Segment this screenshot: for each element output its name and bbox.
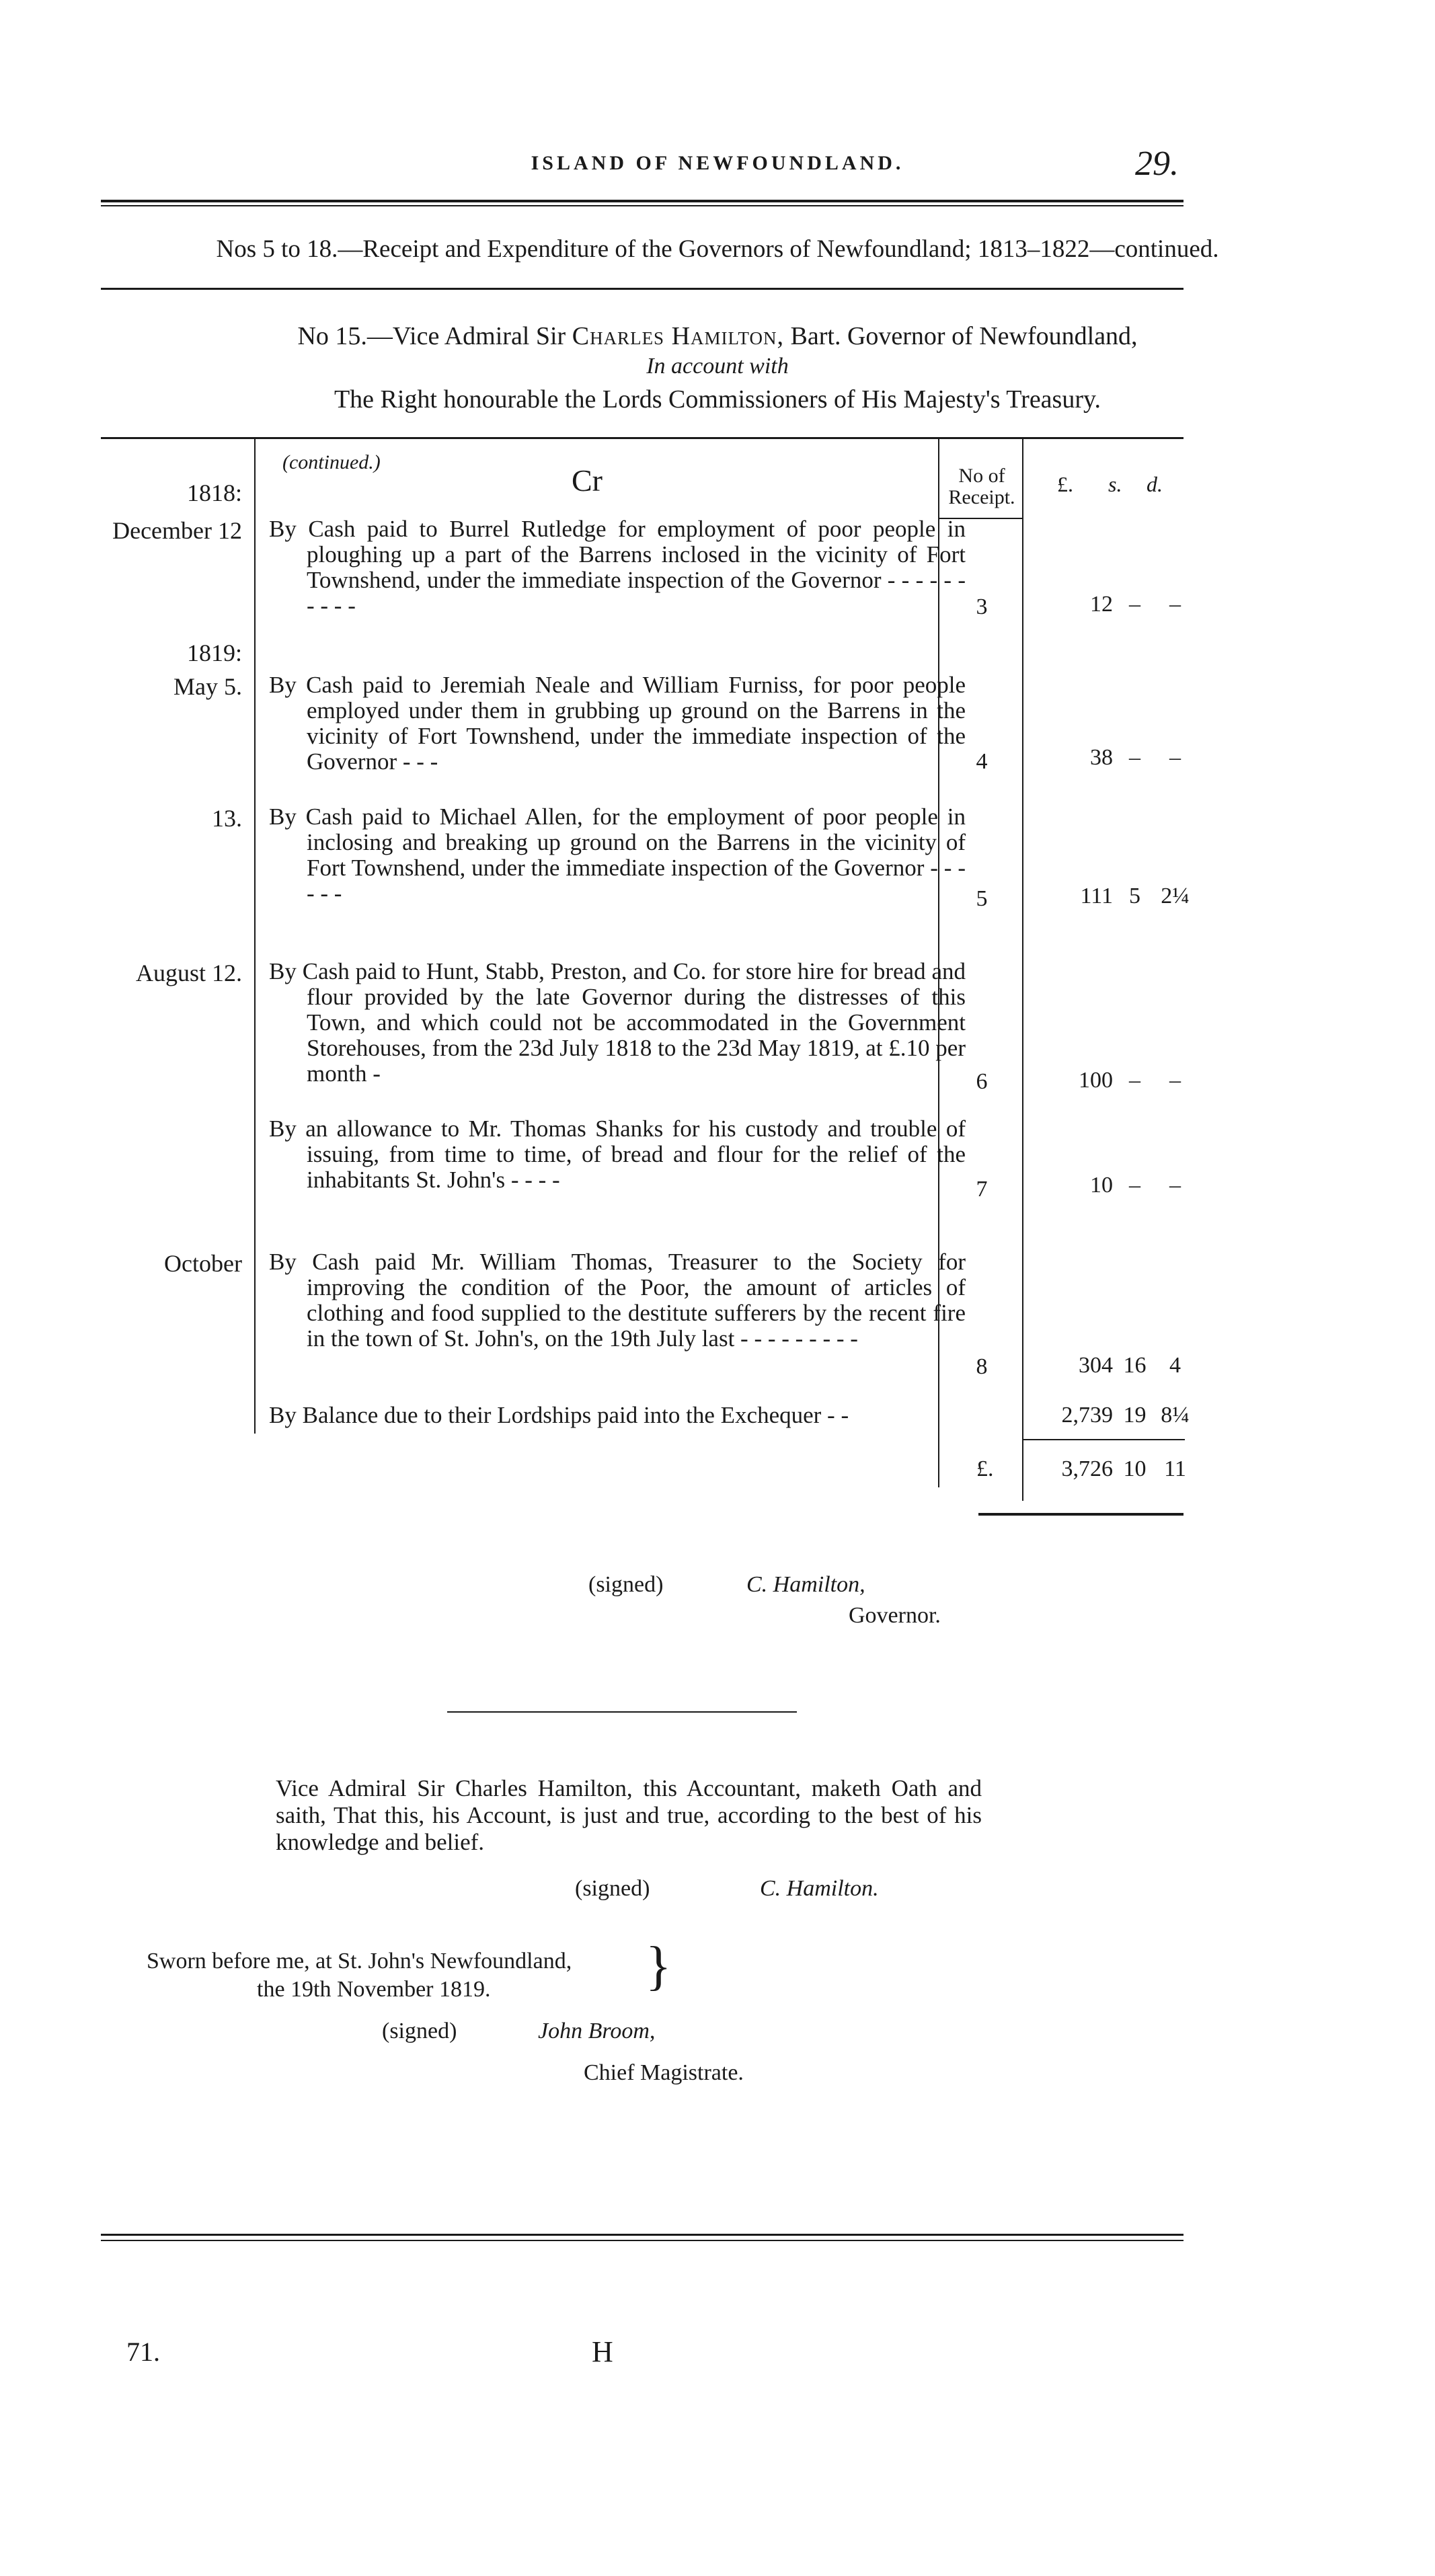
row-pounds: 12: [1090, 592, 1113, 617]
magistrate-title: Chief Magistrate.: [584, 2060, 744, 2085]
signature-mark: H: [592, 2335, 613, 2368]
balance-pence: 8¼: [1161, 1403, 1190, 1428]
row-receipt: 3: [976, 594, 988, 619]
row-entry-text: By Cash paid Mr. William Thomas, Treasurer to the Society for improving the condition of the Poor, the amount of articles of clothing and food supplied to the destitute sufferers by the recent fire in the town of St. John's, on the 19th July last - - - - - - - - -: [269, 1249, 966, 1352]
row-pence: 4: [1169, 1353, 1181, 1378]
account-heading: [0, 321, 1435, 351]
row-pence: –: [1169, 1173, 1181, 1198]
oath-signed-label: (signed): [575, 1876, 650, 1901]
row-entry-text: By Cash paid to Jeremiah Neale and William Furniss, for poor people employed under them in grubbing up ground on the Barrens in the vicinity of Fort Townshend, under the immediate inspection of the Governor - - -: [269, 672, 966, 775]
row-receipt: 6: [976, 1069, 988, 1094]
oath-text: Vice Admiral Sir Charles Hamilton, this Accountant, maketh Oath and saith, That this, his Account, is just and true, according to the best of his knowledge and belief.: [276, 1775, 982, 1855]
row-pounds: 10: [1090, 1173, 1113, 1198]
total-currency-symbol: £.: [976, 1456, 994, 1481]
row-pence: –: [1169, 745, 1181, 770]
row-pounds: 304: [1079, 1353, 1113, 1378]
balance-entry-text: By Balance due to their Lordships paid into the Exchequer - -: [269, 1402, 849, 1428]
row-shillings: –: [1129, 745, 1140, 770]
total-rule-bottom: [978, 1513, 1184, 1516]
footer-rule-bottom: [101, 2240, 1184, 2241]
row-receipt: 5: [976, 886, 988, 911]
row-receipt: 4: [976, 749, 988, 774]
row-receipt: 8: [976, 1354, 988, 1379]
row-pounds: 111: [1080, 884, 1113, 908]
row-date: December 12: [112, 517, 242, 544]
row-entry-text: By Cash paid to Hunt, Stabb, Preston, and Co. for store hire for bread and flour provided by the late Governor during the distresses of this Town, and which could not be accommodated in the Government Storehouses, from the 23d July 1818 to the 23d May 1819, at £.10 per month -: [269, 958, 966, 1087]
row-entry-text: By an allowance to Mr. Thomas Shanks for his custody and trouble of issuing, from time to time, of bread and flour for the relief of the inhabitants St. John's - - - -: [269, 1116, 966, 1193]
total-rule-top: [1023, 1439, 1185, 1440]
row-date: October: [164, 1250, 242, 1277]
total-pence: 11: [1164, 1456, 1186, 1481]
pence-column-header: d.: [1147, 472, 1163, 496]
row-shillings: 16: [1123, 1353, 1147, 1378]
sworn-signed-label: (signed): [382, 2019, 457, 2043]
total-shillings: 10: [1123, 1456, 1147, 1481]
row-entry-text: By Cash paid to Michael Allen, for the employment of poor people in inclosing and breaking up ground on the Barrens in the vicinity of Fort Townshend, under the immediate inspection of the Governor - - - - - -: [269, 804, 966, 906]
receipt-column-header: No of Receipt.: [948, 465, 1015, 508]
row-date: 13.: [212, 805, 242, 832]
running-title: ISLAND OF NEWFOUNDLAND.: [531, 152, 904, 174]
governor-name: Charles Hamilton,: [572, 322, 785, 350]
row-shillings: 5: [1129, 884, 1140, 908]
row-pence: 2¼: [1161, 884, 1190, 908]
sworn-line-1: Sworn before me, at St. John's Newfoundland,: [147, 1949, 572, 1974]
magistrate-name: John Broom,: [538, 2019, 656, 2043]
account-counterparty: The Right honourable the Lords Commissioners of His Majesty's Treasury.: [334, 385, 1101, 414]
table-top-rule: [101, 437, 1184, 439]
header-rule-bottom: [101, 205, 1184, 206]
signed-label: (signed): [588, 1572, 664, 1597]
signatory-title: Governor.: [849, 1603, 941, 1628]
page-number: 29.: [1135, 145, 1179, 183]
header-rule-top: [101, 200, 1184, 202]
account-heading-suffix: Bart. Governor of Newfoundland,: [784, 322, 1138, 350]
row-entry-text: By Cash paid to Burrel Rutledge for employment of poor people in ploughing up a part of the Barrens inclosed in the vicinity of Fort Townshend, under the immediate inspection of the Governor - - - - - - - - - -: [269, 516, 966, 619]
row-date: May 5.: [173, 673, 242, 700]
sheet-number: 71.: [126, 2337, 160, 2367]
row-shillings: –: [1129, 592, 1140, 617]
signatory-name: C. Hamilton,: [746, 1572, 865, 1597]
row-year: 1818:: [186, 479, 242, 506]
sworn-line-2: the 19th November 1819.: [257, 1977, 491, 2002]
row-shillings: –: [1129, 1068, 1140, 1093]
footer-rule-top: [101, 2234, 1184, 2236]
section-subtitle: Nos 5 to 18.—Receipt and Expenditure of the Governors of Newfoundland; 1813–1822—continued.: [216, 235, 1219, 263]
row-pounds: 100: [1079, 1068, 1113, 1093]
row-shillings: –: [1129, 1173, 1140, 1198]
account-with: In account with: [646, 354, 789, 379]
balance-pounds: 2,739: [1061, 1403, 1113, 1428]
credit-label: Cr: [572, 463, 603, 498]
subtitle-rule: [101, 288, 1184, 290]
row-year: 1819:: [186, 639, 242, 666]
shillings-column-header: s.: [1108, 472, 1122, 496]
pounds-column-header: £.: [1057, 472, 1073, 496]
row-pence: –: [1169, 592, 1181, 617]
section-divider: [447, 1711, 797, 1713]
continued-label: (continued.): [282, 451, 381, 473]
row-pounds: 38: [1090, 745, 1113, 770]
row-pence: –: [1169, 1068, 1181, 1093]
total-pounds: 3,726: [1061, 1456, 1113, 1481]
account-heading-prefix: No 15.—Vice Admiral Sir: [297, 322, 572, 350]
date-column-divider: [254, 438, 256, 1434]
receipt-column-right-divider: [1022, 438, 1023, 1501]
balance-shillings: 19: [1123, 1403, 1147, 1428]
row-receipt: 7: [976, 1177, 988, 1202]
curly-brace: }: [646, 1937, 672, 1996]
oath-signatory-name: C. Hamilton.: [760, 1876, 879, 1901]
row-date: August 12.: [135, 960, 242, 986]
